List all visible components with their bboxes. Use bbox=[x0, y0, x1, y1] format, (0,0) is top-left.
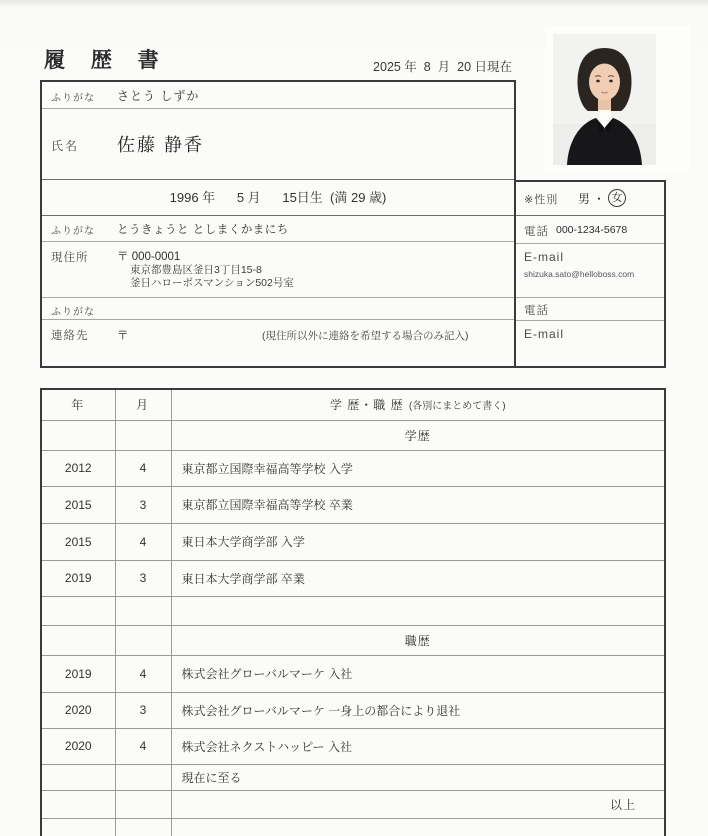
history-year-cell: 2019 bbox=[42, 560, 115, 596]
email-row bbox=[516, 244, 664, 298]
history-row bbox=[42, 420, 664, 450]
gender-separator: ・ bbox=[593, 191, 606, 206]
page-title: 履 歴 書 bbox=[44, 49, 169, 72]
history-row bbox=[42, 655, 664, 692]
furigana-label: ふりがな bbox=[51, 226, 95, 237]
phone-label: 電話 bbox=[524, 226, 549, 238]
history-year-cell bbox=[42, 790, 115, 818]
history-month-cell bbox=[115, 596, 171, 625]
history-month-cell bbox=[115, 420, 171, 450]
history-text-cell: 東日本大学商学部 卒業 bbox=[171, 560, 664, 596]
alt-furigana-row bbox=[42, 298, 514, 320]
address-furigana-row bbox=[42, 216, 514, 242]
history-text-cell bbox=[171, 818, 664, 836]
history-year-cell: 2012 bbox=[42, 450, 115, 486]
furigana-label: ふりがな bbox=[51, 93, 95, 104]
history-table-box bbox=[40, 388, 666, 836]
history-row bbox=[42, 818, 664, 836]
history-month-cell: 4 bbox=[115, 523, 171, 560]
history-month-cell bbox=[115, 818, 171, 836]
current-date: 2025 年 8 月 20 日現在 bbox=[373, 60, 512, 74]
history-month-cell: 3 bbox=[115, 486, 171, 523]
gender-row bbox=[516, 182, 664, 216]
history-text-cell: 東京都立国際幸福高等学校 入学 bbox=[171, 450, 664, 486]
postal-code bbox=[117, 248, 180, 264]
history-header-row bbox=[42, 390, 664, 420]
birthdate-value: 1996 年 5 月 15日生 (満 29 歳) bbox=[169, 190, 387, 205]
history-text-cell: 職歴 bbox=[171, 625, 664, 655]
history-row bbox=[42, 560, 664, 596]
history-text-cell: 東京都立国際幸福高等学校 卒業 bbox=[171, 486, 664, 523]
birthdate-row bbox=[42, 180, 514, 216]
history-table-body bbox=[42, 390, 664, 836]
history-month-cell: 4 bbox=[115, 450, 171, 486]
history-text-cell: 現在に至る bbox=[171, 764, 664, 790]
history-row bbox=[42, 523, 664, 560]
name-furigana-row bbox=[42, 82, 514, 109]
contact-box bbox=[514, 180, 666, 368]
history-month-cell: 4 bbox=[115, 728, 171, 764]
personal-info-box bbox=[40, 80, 516, 368]
history-row bbox=[42, 486, 664, 523]
name-furigana-value: さとう しずか bbox=[117, 89, 200, 103]
furigana-label: ふりがな bbox=[51, 307, 95, 318]
alt-phone-row bbox=[516, 298, 664, 321]
email-label: E-mail bbox=[524, 250, 565, 264]
gender-female-selected: 女 bbox=[608, 189, 626, 207]
history-year-cell: 2015 bbox=[42, 486, 115, 523]
alt-contact-row bbox=[42, 320, 514, 366]
history-header-note: (各別にまとめて書く) bbox=[408, 401, 506, 413]
alt-email-label: E-mail bbox=[524, 327, 565, 341]
history-row bbox=[42, 625, 664, 655]
history-year-cell: 2015 bbox=[42, 523, 115, 560]
year-column-header: 年 bbox=[42, 390, 115, 420]
gender-options bbox=[578, 189, 626, 207]
email-value: shizuka.sato@helloboss.com bbox=[524, 269, 635, 279]
history-row bbox=[42, 596, 664, 625]
history-year-cell bbox=[42, 420, 115, 450]
phone-value: 000-1234-5678 bbox=[556, 224, 628, 236]
alt-phone-label: 電話 bbox=[524, 305, 549, 317]
history-row bbox=[42, 764, 664, 790]
history-year-cell: 2020 bbox=[42, 728, 115, 764]
history-row bbox=[42, 728, 664, 764]
month-column-header: 月 bbox=[115, 390, 171, 420]
history-text-cell: 株式会社グローバルマーケ 入社 bbox=[171, 655, 664, 692]
history-year-cell: 2020 bbox=[42, 692, 115, 728]
history-row bbox=[42, 692, 664, 728]
history-month-cell bbox=[115, 625, 171, 655]
history-row bbox=[42, 450, 664, 486]
history-text-cell: 株式会社ネクストハッピー 入社 bbox=[171, 728, 664, 764]
alt-email-row bbox=[516, 321, 664, 366]
history-month-cell bbox=[115, 790, 171, 818]
history-text-cell: 以上 bbox=[171, 790, 664, 818]
address-line-2: 釜日ハローボスマンション502号室 bbox=[130, 277, 294, 289]
history-year-cell bbox=[42, 818, 115, 836]
alt-postal-mark: 〒 bbox=[117, 330, 129, 342]
history-text-cell: 学歴 bbox=[171, 420, 664, 450]
history-month-cell: 3 bbox=[115, 560, 171, 596]
alt-contact-note: (現住所以外に連絡を希望する場合のみ記入) bbox=[262, 330, 469, 342]
id-photo bbox=[553, 34, 656, 165]
history-month-cell: 4 bbox=[115, 655, 171, 692]
postal-code-value: 000-0001 bbox=[131, 251, 181, 263]
gender-label: ※性別 bbox=[524, 194, 559, 206]
name-row bbox=[42, 109, 514, 180]
current-address-label: 現住所 bbox=[51, 252, 89, 264]
history-month-cell bbox=[115, 764, 171, 790]
history-table bbox=[42, 390, 664, 836]
address-lines bbox=[130, 264, 294, 290]
history-month-cell: 3 bbox=[115, 692, 171, 728]
gender-male: 男 bbox=[578, 191, 591, 206]
address-furigana-value: とうきょうと としまくかまにち bbox=[117, 224, 289, 236]
history-year-cell: 2019 bbox=[42, 655, 115, 692]
history-year-cell bbox=[42, 764, 115, 790]
history-text-cell: 株式会社グローバルマーケ 一身上の都合により退社 bbox=[171, 692, 664, 728]
postal-mark: 〒 bbox=[117, 251, 129, 263]
portrait-illustration bbox=[553, 34, 656, 165]
address-line-1: 東京都豊島区釜日3丁目15-8 bbox=[130, 264, 262, 276]
current-address-row bbox=[42, 242, 514, 298]
name-value: 佐藤 静香 bbox=[117, 135, 205, 155]
name-label: 氏名 bbox=[51, 139, 80, 153]
history-year-cell bbox=[42, 596, 115, 625]
history-row bbox=[42, 790, 664, 818]
history-text-cell: 東日本大学商学部 入学 bbox=[171, 523, 664, 560]
history-year-cell bbox=[42, 625, 115, 655]
alt-contact-label: 連絡先 bbox=[51, 330, 89, 342]
history-column-header bbox=[171, 390, 664, 420]
phone-row bbox=[516, 216, 664, 244]
history-header-main: 学 歴・職 歴 bbox=[329, 398, 404, 413]
history-text-cell bbox=[171, 596, 664, 625]
